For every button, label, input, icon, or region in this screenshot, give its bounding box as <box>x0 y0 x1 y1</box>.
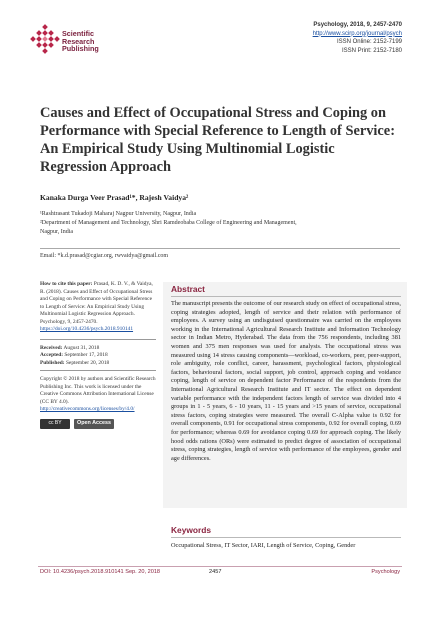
footer-divider <box>38 566 402 567</box>
copyright-block <box>40 376 156 414</box>
received-label: Received: <box>40 344 63 351</box>
citation-doi-link[interactable]: https://doi.org/10.4236/psych.2018.910141 <box>40 326 134 332</box>
published-date <box>40 360 156 368</box>
publisher-name-line: Publishing <box>62 44 99 53</box>
publisher-name-line: Research <box>62 36 95 46</box>
license-badges <box>40 419 156 429</box>
article-title: Causes and Effect of Occupational Stress and Coping on Performance with Special Reference to Length of Service: An Empirical Study Using Multinomial Logistic Regression Approach <box>40 105 395 175</box>
sidebar-divider <box>40 339 156 340</box>
keywords-divider <box>171 537 401 538</box>
open-access-badge: Open Access <box>74 419 114 429</box>
citation-label: How to cite this paper: <box>40 281 93 287</box>
keywords-heading: Keywords <box>171 525 212 535</box>
footer-journal-name: Psychology <box>371 569 400 575</box>
footer-page-number: 2457 <box>209 569 222 575</box>
received-value: August 31, 2018 <box>63 344 100 351</box>
article-sidebar <box>40 281 156 429</box>
received-date <box>40 345 156 353</box>
issn-print: ISSN Print: 2152-7180 <box>341 48 402 55</box>
publisher-name <box>62 30 99 53</box>
journal-meta <box>313 21 402 56</box>
affiliation-1: ¹Rashtrasant Tukadoji Maharaj Nagpur University, Nagpur, India <box>40 211 197 217</box>
abstract-text: The manuscript presents the outcome of our research study on effect of occupational stress, coping strategies adopted, length of service and their relation with performance of employees. A survey using an undisguised questionnaire was carried on the employees working in the International Agricultural Research Institute and Information Technology sector in Indian Metro, Hyderabad. The data from the 756 respondents, including 381 women and 375 men responses was used for analysis. The occupational stress was measured using 14 stress causing components—workload, co-workers, peer, peer-support, role ambiguity, role conflict, career, harassment, psychological factors, physiological factors, behavioural factors, social support, job control, approach coping and voidance coping, length of service on dependent factor Performance of the respondents from the International Agricultural Research Institute and IT sector. The effect on dependent variable performance with the independent factors length of service was divided into 4 groups in 1 - 5 years, 6 - 10 years, 11 - 15 years and >15 years of service, occupational stress factors, coping strategies were measured. The overall C-Alpha value is 0.92 for overall components, 0.91 for occupational stress components, 0.92 for overall coping, 0.69 for performance; whereas 0.69 for avoidance coping 0.69 for approach coping. The likely hood odds rations (ORs) were estimated to predict degree of association of occupational stress, coping strategies, length of service with performance of the employees, gender and age differences. <box>171 300 401 462</box>
publisher-logo-icon <box>30 24 60 54</box>
email-divider <box>40 248 400 249</box>
accepted-date <box>40 352 156 360</box>
affiliation-2: ²Department of Management and Technology, Shri Ramdeobaba College of Engineering and Management, <box>40 219 297 226</box>
sidebar-divider <box>40 370 156 371</box>
author-email-text: Email: *k.d.prasad@cgiar.org, rwvaidya@gmail.com <box>40 253 169 259</box>
citation-block <box>40 281 156 334</box>
keywords-text: Occupational Stress, IT Sector, IARI, Length of Service, Coping, Gender <box>171 542 356 549</box>
journal-citation-line: Psychology, 2018, 9, 2457-2470 <box>313 22 402 28</box>
publisher-name-line: Scientific <box>62 29 94 38</box>
affiliation-3: Nagpur, India <box>40 228 74 235</box>
author-affiliations <box>40 210 370 236</box>
accepted-label: Accepted: <box>40 352 64 358</box>
copyright-text: Copyright © 2018 by authors and Scientific Research Publishing Inc. This work is licensed under the Creative Commons Attribution International License (CC BY 4.0). <box>40 376 156 405</box>
author-email <box>40 253 168 259</box>
abstract-divider <box>171 296 401 297</box>
citation-text: Prasad, K. D. V., & Vaidya, R. (2018). Causes and Effect of Occupational Stress and Coping on Performance with Special Reference to Length of Service: An Empirical Study Using Multinomial Logistic Regression Approach. Psychology, 9, 2457-2470. <box>40 281 153 325</box>
article-authors: Kanaka Durga Veer Prasad¹*, Rajesh Vaidya² <box>40 193 189 202</box>
license-link[interactable]: http://creativecommons.org/licenses/by/4.0/ <box>40 406 135 412</box>
issn-online: ISSN Online: 2152-7199 <box>336 39 402 46</box>
abstract-heading: Abstract <box>171 284 205 294</box>
footer-doi: DOI: 10.4236/psych.2018.910141 Sep. 20, 2018 <box>40 569 161 575</box>
published-value: September 20, 2018 <box>65 359 110 366</box>
journal-url-link[interactable]: http://www.scirp.org/journal/psych <box>312 30 402 37</box>
accepted-value: September 17, 2018 <box>64 352 108 358</box>
cc-by-icon[interactable]: cc BY <box>40 419 70 429</box>
published-label: Published: <box>40 359 65 366</box>
